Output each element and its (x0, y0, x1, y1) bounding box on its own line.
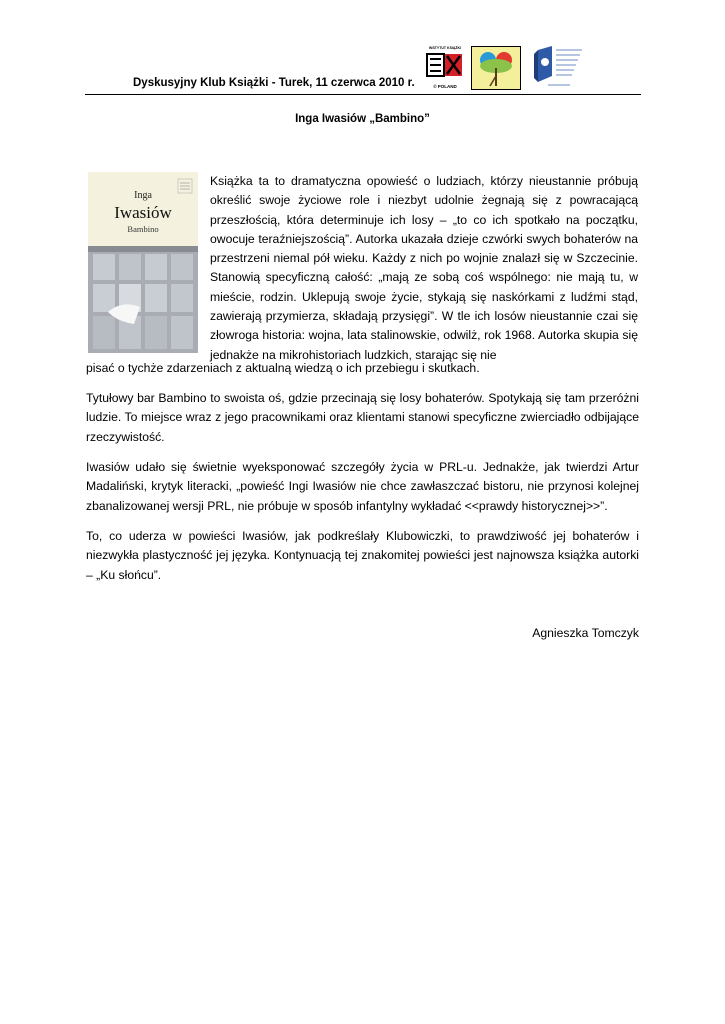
paragraph-intro: Książka ta to dramatyczna opowieść o ludziach, którzy nieustannie próbują określić swoje życiowe role i niezbyt udolnie żegnają się z powracającą przeszłością, która determinuje ich losy – „to co ich spotkało na początku, owocuje teraźniejszością”. Autorka ukazała dzieje czwórki swych bohaterów na przestrzeni niemal pół wieku. Każdy z nich po wojnie znalazł się w Szczecinie. Stanowią specyficzną całość: „mają ze sobą coś wspólnego: nie mają tu, w mieście, rodzin. Uklepują swoje życie, stykają się naskórkami z ludźmi stąd, zawierają przymierza, składają przysięgi”. W tle ich losów nieustannie czai się złowroga historia: wojna, lata stalinowskie, odwilż, rok 1968. Autorka skupia się jednakże na mikrohistoriach ludzkich, starając się nie (210, 174, 638, 362)
book-cover-image (88, 172, 198, 353)
club-fruit-logo (471, 46, 521, 90)
paragraph-prl: Iwasiów udało się świetnie wyeksponować szczegóły życia w PRL-u. Jednakże, jak twierdzi Artur Madaliński, krytyk literacki, „powieść Ingi Iwasiów nie chce zawłaszczać bistoru, nie przynosi kolejnej zbanalizowanej wersji PRL, nie próbuje w sposób infantylny wykładać <<prawdy historycznej>>”. (86, 460, 639, 513)
svg-text:© POLAND: © POLAND (433, 84, 457, 89)
cover-book: Bambino (127, 224, 159, 234)
header-divider (85, 94, 641, 95)
article-title: Inga Iwasiów „Bambino” (295, 113, 430, 125)
instytut-ksiazki-logo (425, 44, 465, 92)
paragraph-intro-tail: pisać o tychże zdarzeniach z aktualną wiedzą o ich przebiegu i skutkach. (86, 361, 480, 375)
svg-text:INSTYTUT KSIĄŻKI: INSTYTUT KSIĄŻKI (428, 46, 462, 50)
cover-surname: Iwasiów (114, 203, 172, 222)
cover-author: Inga (134, 190, 152, 201)
library-logo (530, 42, 586, 92)
header-title: Dyskusyjny Klub Książki - Turek, 11 czerwca 2010 r. (133, 77, 415, 89)
paragraph-conclusion: To, co uderza w powieści Iwasiów, jak podkreślały Klubowiczki, to prawdziwość jej bohaterów i niezwykła plastyczność jej języka. Kontynuacją tej znakomitej powieści jest najnowsza książka autorki – „Ku słońcu”. (86, 529, 639, 582)
paragraph-bar-bambino: Tytułowy bar Bambino to swoista oś, gdzie przecinają się losy bohaterów. Spotykają się tam przeróżni ludzie. To miejsce wraz z jego pracownikami oraz klientami stanowi specyficzne zwierciadło odbijające rzeczywistość. (86, 391, 639, 444)
author-signature: Agnieszka Tomczyk (532, 626, 639, 640)
